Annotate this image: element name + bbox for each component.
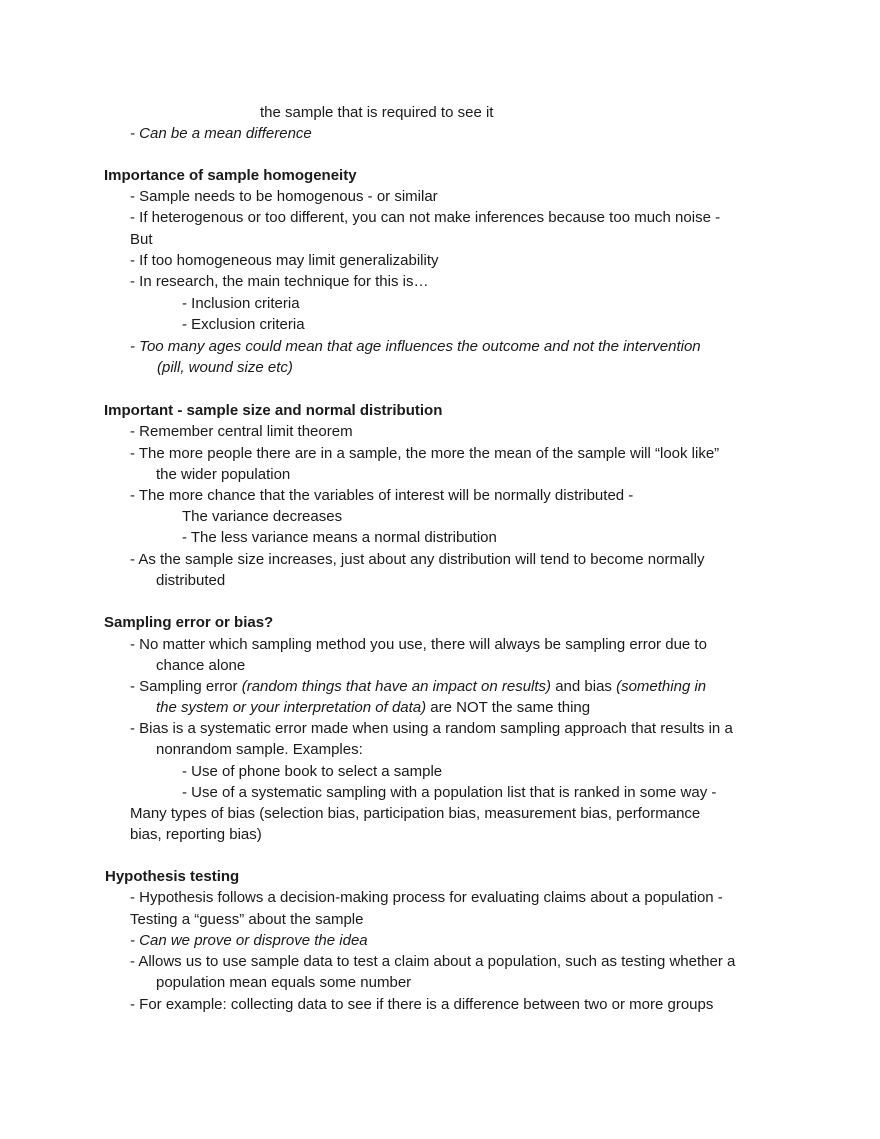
text-line: - Hypothesis follows a decision-making process for evaluating claims about a population - xyxy=(130,889,723,906)
text-run: are NOT the same thing xyxy=(426,699,591,716)
text-line: - Bias is a systematic error made when using a random sampling approach that results in a xyxy=(130,720,733,737)
text-line: Testing a “guess” about the sample xyxy=(130,911,364,928)
text-line: - Sample needs to be homogenous - or similar xyxy=(130,188,438,205)
text-line: distributed xyxy=(156,572,226,589)
text-line xyxy=(130,676,706,697)
text-line: The variance decreases xyxy=(182,508,343,525)
text-line: - The less variance means a normal distribution xyxy=(182,529,497,546)
text-run: (random things that have an impact on results) xyxy=(241,678,552,695)
text-line: - No matter which sampling method you use, there will always be sampling error due to xyxy=(130,636,707,653)
text-line: - Can we prove or disprove the idea xyxy=(130,932,368,949)
text-line: - The more chance that the variables of interest will be normally distributed - xyxy=(130,487,634,504)
text-line: - Use of phone book to select a sample xyxy=(182,763,443,780)
text-line: - Exclusion criteria xyxy=(182,316,305,333)
section-heading: Important - sample size and normal distribution xyxy=(104,402,443,419)
text-run: and bias xyxy=(551,678,617,695)
text-run: (something in xyxy=(616,678,707,695)
text-line: - Allows us to use sample data to test a claim about a population, such as testing whether a xyxy=(130,953,736,970)
text-line: - If too homogeneous may limit generalizability xyxy=(130,252,439,269)
text-line: nonrandom sample. Examples: xyxy=(156,741,363,758)
text-line: chance alone xyxy=(156,657,246,674)
text-line xyxy=(156,697,590,718)
section-heading: Sampling error or bias? xyxy=(104,614,274,631)
text-run: the system or your interpretation of data) xyxy=(156,699,427,716)
text-line: population mean equals some number xyxy=(156,974,412,991)
section-heading: Hypothesis testing xyxy=(105,868,240,885)
section-heading: Importance of sample homogeneity xyxy=(104,167,357,184)
text-line: - Can be a mean difference xyxy=(130,125,312,142)
text-line: - Inclusion criteria xyxy=(182,295,300,312)
text-line: - Remember central limit theorem xyxy=(130,423,353,440)
text-line: - In research, the main technique for this is… xyxy=(130,273,429,290)
text-line: - As the sample size increases, just about any distribution will tend to become normally xyxy=(130,551,705,568)
text-line: bias, reporting bias) xyxy=(130,826,262,843)
text-line: - If heterogenous or too different, you can not make inferences because too much noise - xyxy=(130,209,721,226)
text-line: - The more people there are in a sample, the more the mean of the sample will “look like” xyxy=(130,445,720,462)
text-line: - Too many ages could mean that age influences the outcome and not the intervention xyxy=(130,338,701,355)
text-line: But xyxy=(130,231,153,248)
text-line: the wider population xyxy=(156,466,291,483)
text-line: (pill, wound size etc) xyxy=(157,359,293,376)
text-line: the sample that is required to see it xyxy=(260,104,494,121)
text-line: Many types of bias (selection bias, participation bias, measurement bias, performance xyxy=(130,805,701,822)
text-run: - Sampling error xyxy=(130,678,242,695)
text-line: - For example: collecting data to see if there is a difference between two or more groups xyxy=(130,996,714,1013)
text-line: - Use of a systematic sampling with a population list that is ranked in some way - xyxy=(182,784,717,801)
